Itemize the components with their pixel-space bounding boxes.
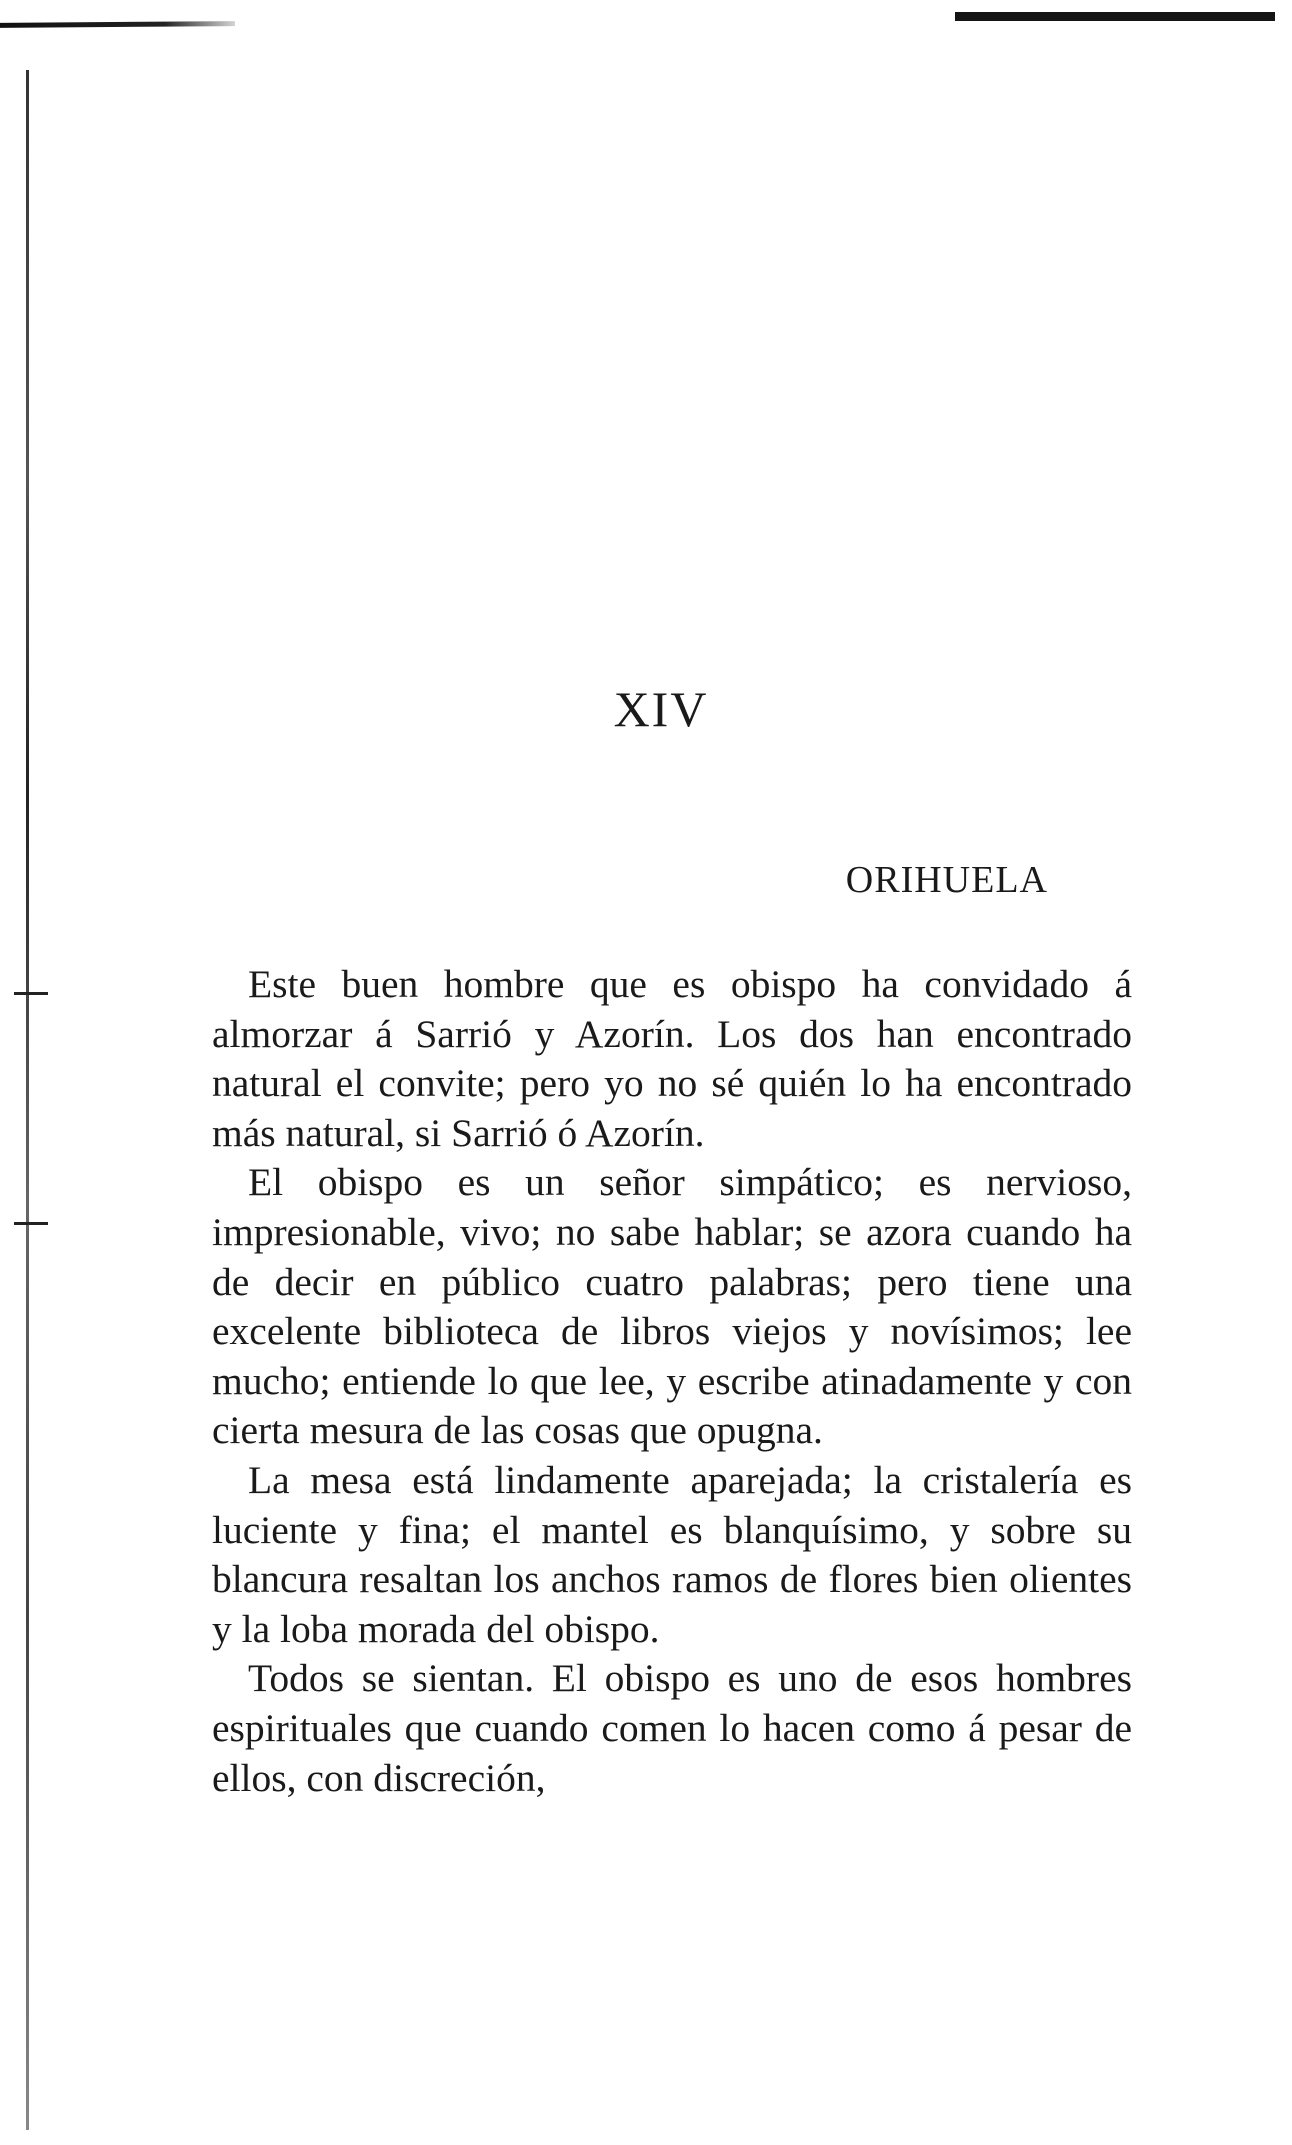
scan-binding-edge (26, 70, 29, 2130)
chapter-title: ORIHUELA (845, 859, 1048, 901)
scan-top-rule-left (0, 21, 235, 28)
paragraph: La mesa está lindamente aparejada; la cristalería es luciente y fina; el mantel es blanquísimo, y sobre su blancura resaltan los anchos ramos de flores bien olientes y la loba morada del obispo. (212, 1457, 1132, 1651)
scan-binding-tick (14, 992, 48, 995)
chapter-body (212, 960, 1132, 1803)
scan-binding-tick (14, 1222, 48, 1225)
paragraph: El obispo es un señor simpático; es nervioso, impresionable, vivo; no sabe hablar; se azora cuando ha de decir en público cuatro palabras; pero tiene una excelente biblioteca de libros viejos y novísimos; lee mucho; entiende lo que lee, y escribe atinadamente y con cierta mesura de las cosas que opugna. (212, 1160, 1132, 1453)
scan-top-rule-right (955, 12, 1275, 21)
paragraph: Todos se sientan. El obispo es uno de esos hombres espirituales que cuando comen lo hacen como á pesar de ellos, con discreción, (212, 1656, 1132, 1800)
paragraph: Este buen hombre que es obispo ha convidado á almorzar á Sarrió y Azorín. Los dos han encontrado natural el convite; pero yo no sé quién lo ha encontrado más natural, si Sarrió ó Azorín. (212, 962, 1132, 1155)
chapter-number: XIV (613, 681, 709, 737)
